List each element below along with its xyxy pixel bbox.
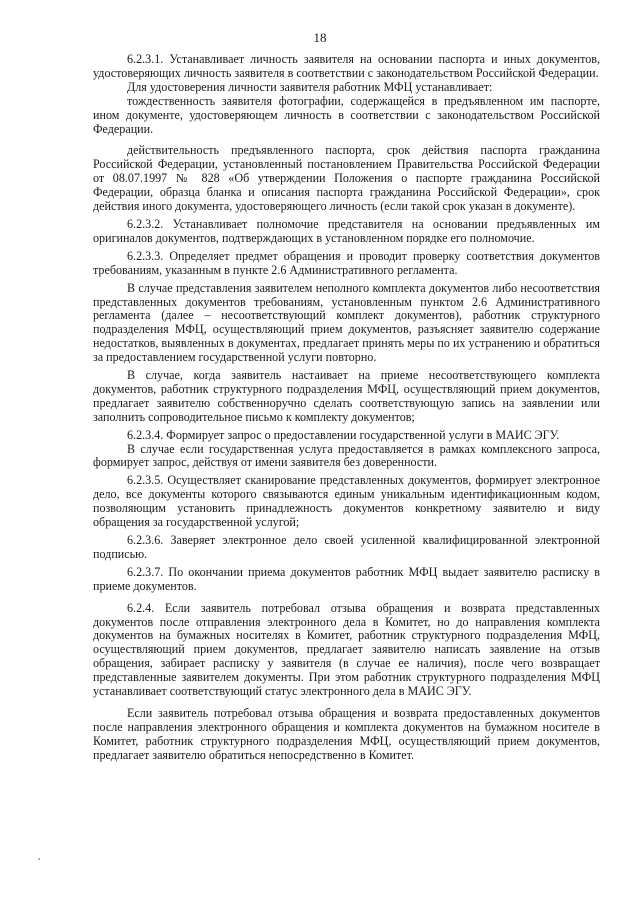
- paragraph-6-2-3-4: 6.2.3.4. Формирует запрос о предоставлении государственной услуги в МАИС ЭГУ.: [127, 427, 560, 442]
- paragraph-passport-validity: действительность предъявленного паспорта, срок действия паспорта гражданина Российской Федерации, установленный постановлением Правительства Российской Федерации от 08.07.1997 № 828 «Об утверждении Положения о паспорте гражданина Российской Федерации, образца бланка и описания паспорта гражданина Российской Федерации», срок действия иного документа, удостоверяющего личность (если такой срок указан в документе).: [93, 143, 600, 214]
- paragraph-complex-request: В случае если государственная услуга предоставляется в рамках комплексного запроса, формирует запрос, действуя от имени заявителя без доверенности.: [93, 441, 600, 470]
- paragraph-photo-identity: тождественность заявителя фотографии, содержащейся в предъявленном им паспорте, ином документе, удостоверяющем личность в соответствии с законодательством Российской Федерации.: [93, 93, 600, 136]
- paragraph-6-2-3-7: 6.2.3.7. По окончании приема документов работник МФЦ выдает заявителю расписку в приеме документов.: [93, 564, 600, 593]
- paragraph-6-2-3-6: 6.2.3.6. Заверяет электронное дело своей усиленной квалифицированной электронной подписью.: [93, 533, 600, 561]
- paragraph-withdrawal-after-paper: Если заявитель потребовал отзыва обращения и возврата предоставленных документов после направления электронного обращения и комплекта документов на бумажном носителе в Комитет, работник структурного подразделения МФЦ, осуществляющий прием документов, предлагает заявителю обратиться непосредственно в Комитет.: [93, 705, 600, 762]
- paragraph-identity-check-intro: Для удостоверения личности заявителя работник МФЦ устанавливает:: [127, 79, 493, 94]
- page-number: 18: [313, 30, 327, 45]
- paragraph-6-2-3-1: 6.2.3.1. Устанавливает личность заявителя на основании паспорта и иных документов, удостоверяющих личность заявителя в соответствии с законодательством Российской Федерации.: [93, 52, 600, 80]
- paragraph-applicant-insists: В случае, когда заявитель настаивает на приеме несоответствующего комплекта документов, работник структурного подразделения МФЦ, осуществляющий прием документов, предлагает заявителю собственноручно сделать соответствующую запись на заявлении или заполнить сопроводительное письмо к комплекту документов;: [93, 368, 600, 424]
- document-body: [93, 53, 600, 767]
- paragraph-incomplete-documents: В случае представления заявителем неполного комплекта документов либо несоответствия представленных документов требованиям, установленным пунктом 2.6 Административного регламента (далее – несоответствующий комплект документов), работник структурного подразделения МФЦ, осуществляющий прием документов, разъясняет заявителю содержание недостатков, выявленных в документах, предлагает принять меры по их устранению и обратиться за предоставлением государственной услуги повторно.: [93, 280, 600, 365]
- paragraph-6-2-4: 6.2.4. Если заявитель потребовал отзыва обращения и возврата представленных документов после отправления электронного дела в Комитет, но до направления комплекта документов на бумажных носителях в Комитет, работник структурного подразделения МФЦ, осуществляющий прием документов, предлагает заявителю написать заявление на отзыв обращения, забирает расписку у заявителя (в случае ее наличия), после чего возвращает представленные заявителем документы. При этом работник структурного подразделения МФЦ устанавливает соответствующий статус электронного дела в МАИС ЭГУ.: [93, 600, 600, 699]
- scan-speck: [38, 858, 40, 860]
- paragraph-6-2-3-3: 6.2.3.3. Определяет предмет обращения и проводит проверку соответствия документов требованиям, указанным в пункте 2.6 Административного регламента.: [93, 248, 600, 277]
- paragraph-6-2-3-2: 6.2.3.2. Устанавливает полномочие представителя на основании предъявленных им оригиналов документов, подтверждающих в установленном порядке его полномочие.: [93, 216, 600, 245]
- paragraph-6-2-3-5: 6.2.3.5. Осуществляет сканирование представленных документов, формирует электронное дело, все документы которого связываются единым уникальным идентификационным кодом, позволяющим установить принадлежность документов конкретному заявителю и виду обращения за государственной услугой;: [93, 473, 600, 530]
